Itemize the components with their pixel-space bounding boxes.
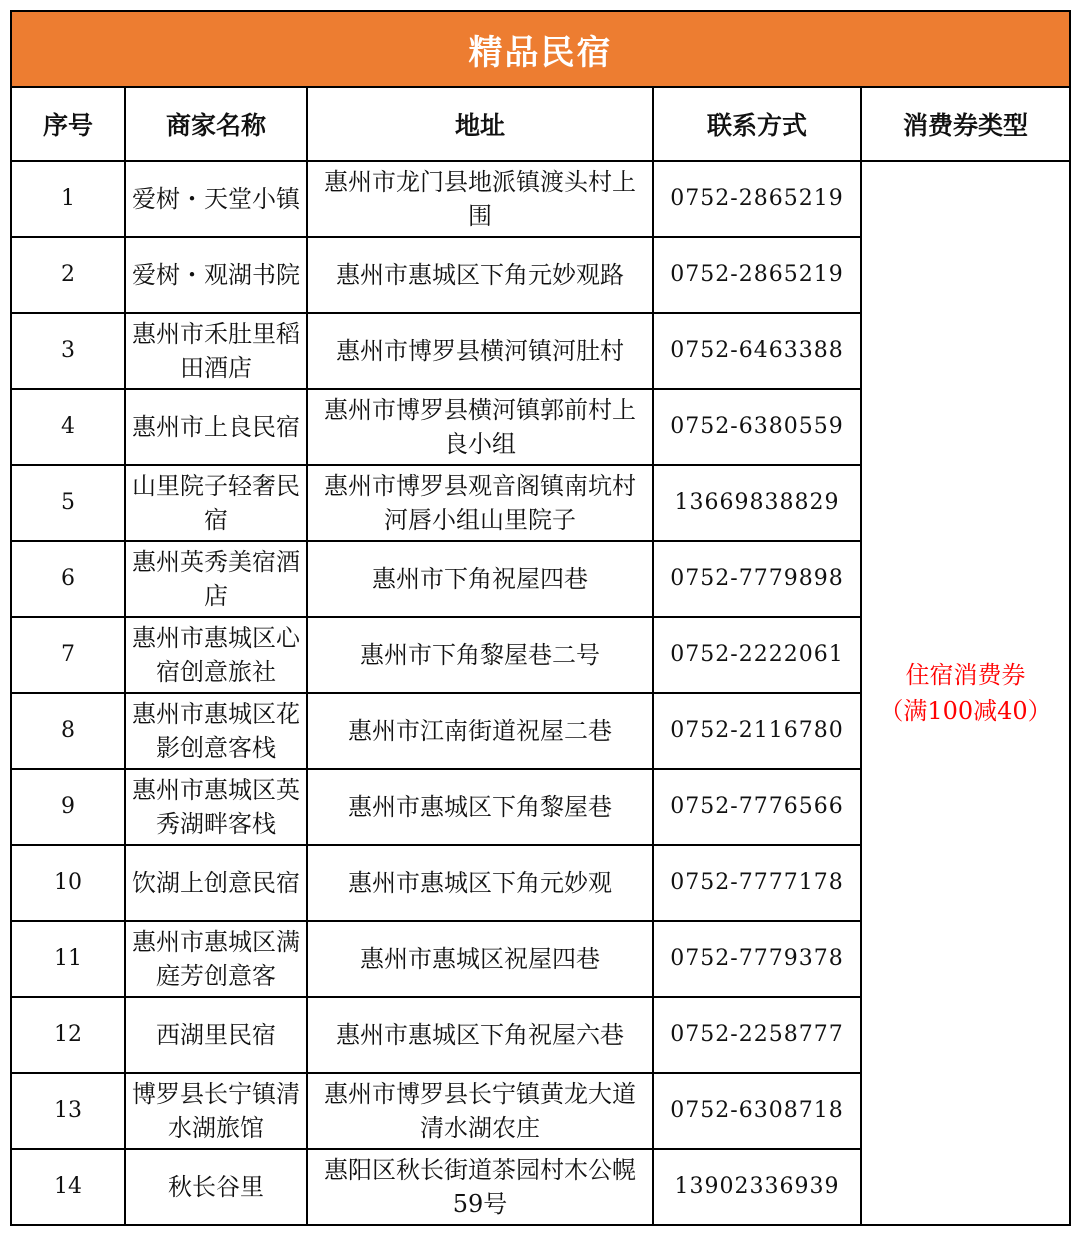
cell-index: 4 <box>11 389 125 465</box>
header-contact: 联系方式 <box>653 87 861 161</box>
cell-phone: 0752-2222061 <box>653 617 861 693</box>
header-address: 地址 <box>307 87 653 161</box>
cell-index: 12 <box>11 997 125 1073</box>
cell-index: 3 <box>11 313 125 389</box>
cell-index: 10 <box>11 845 125 921</box>
cell-name: 惠州市惠城区花影创意客栈 <box>125 693 307 769</box>
cell-phone: 0752-7779898 <box>653 541 861 617</box>
cell-address: 惠州市下角黎屋巷二号 <box>307 617 653 693</box>
header-name: 商家名称 <box>125 87 307 161</box>
hotel-table <box>10 10 1071 1226</box>
cell-name: 惠州英秀美宿酒店 <box>125 541 307 617</box>
table-title: 精品民宿 <box>11 11 1070 87</box>
cell-index: 14 <box>11 1149 125 1225</box>
cell-name: 秋长谷里 <box>125 1149 307 1225</box>
cell-name: 惠州市上良民宿 <box>125 389 307 465</box>
table-body <box>11 161 1070 1225</box>
cell-phone: 0752-2865219 <box>653 161 861 237</box>
cell-address: 惠州市博罗县观音阁镇南坑村河唇小组山里院子 <box>307 465 653 541</box>
table-row <box>11 161 1070 237</box>
cell-phone: 0752-2865219 <box>653 237 861 313</box>
cell-phone: 0752-6308718 <box>653 1073 861 1149</box>
cell-name: 爱树・天堂小镇 <box>125 161 307 237</box>
cell-name: 饮湖上创意民宿 <box>125 845 307 921</box>
cell-index: 8 <box>11 693 125 769</box>
cell-index: 7 <box>11 617 125 693</box>
cell-address: 惠州市惠城区下角黎屋巷 <box>307 769 653 845</box>
cell-phone: 13669838829 <box>653 465 861 541</box>
cell-index: 1 <box>11 161 125 237</box>
cell-name: 惠州市惠城区英秀湖畔客栈 <box>125 769 307 845</box>
voucher-condition: （满100减40） <box>879 697 1052 725</box>
cell-address: 惠州市博罗县横河镇河肚村 <box>307 313 653 389</box>
cell-phone: 0752-7779378 <box>653 921 861 997</box>
cell-address: 惠州市江南街道祝屋二巷 <box>307 693 653 769</box>
cell-address: 惠州市惠城区下角元妙观 <box>307 845 653 921</box>
cell-index: 2 <box>11 237 125 313</box>
cell-name: 爱树・观湖书院 <box>125 237 307 313</box>
title-row <box>11 11 1070 87</box>
cell-address: 惠州市下角祝屋四巷 <box>307 541 653 617</box>
cell-name: 惠州市惠城区满庭芳创意客 <box>125 921 307 997</box>
cell-address: 惠州市惠城区下角元妙观路 <box>307 237 653 313</box>
cell-name: 山里院子轻奢民宿 <box>125 465 307 541</box>
cell-name: 西湖里民宿 <box>125 997 307 1073</box>
cell-name: 惠州市惠城区心宿创意旅社 <box>125 617 307 693</box>
cell-phone: 0752-7777178 <box>653 845 861 921</box>
cell-phone: 0752-2116780 <box>653 693 861 769</box>
header-row <box>11 87 1070 161</box>
cell-phone: 0752-6380559 <box>653 389 861 465</box>
cell-name: 博罗县长宁镇清水湖旅馆 <box>125 1073 307 1149</box>
cell-phone: 13902336939 <box>653 1149 861 1225</box>
cell-index: 5 <box>11 465 125 541</box>
cell-address: 惠州市龙门县地派镇渡头村上围 <box>307 161 653 237</box>
cell-phone: 0752-2258777 <box>653 997 861 1073</box>
cell-address: 惠州市惠城区祝屋四巷 <box>307 921 653 997</box>
cell-phone: 0752-6463388 <box>653 313 861 389</box>
cell-index: 6 <box>11 541 125 617</box>
cell-name: 惠州市禾肚里稻田酒店 <box>125 313 307 389</box>
cell-index: 9 <box>11 769 125 845</box>
header-index: 序号 <box>11 87 125 161</box>
cell-phone: 0752-7776566 <box>653 769 861 845</box>
cell-index: 13 <box>11 1073 125 1149</box>
cell-address: 惠阳区秋长街道茶园村木公幌59号 <box>307 1149 653 1225</box>
voucher-label: 住宿消费券 <box>905 661 1026 689</box>
header-voucher: 消费券类型 <box>861 87 1070 161</box>
cell-address: 惠州市博罗县横河镇郭前村上良小组 <box>307 389 653 465</box>
cell-index: 11 <box>11 921 125 997</box>
voucher-type-cell <box>861 161 1070 1225</box>
cell-address: 惠州市惠城区下角祝屋六巷 <box>307 997 653 1073</box>
cell-address: 惠州市博罗县长宁镇黄龙大道清水湖农庄 <box>307 1073 653 1149</box>
